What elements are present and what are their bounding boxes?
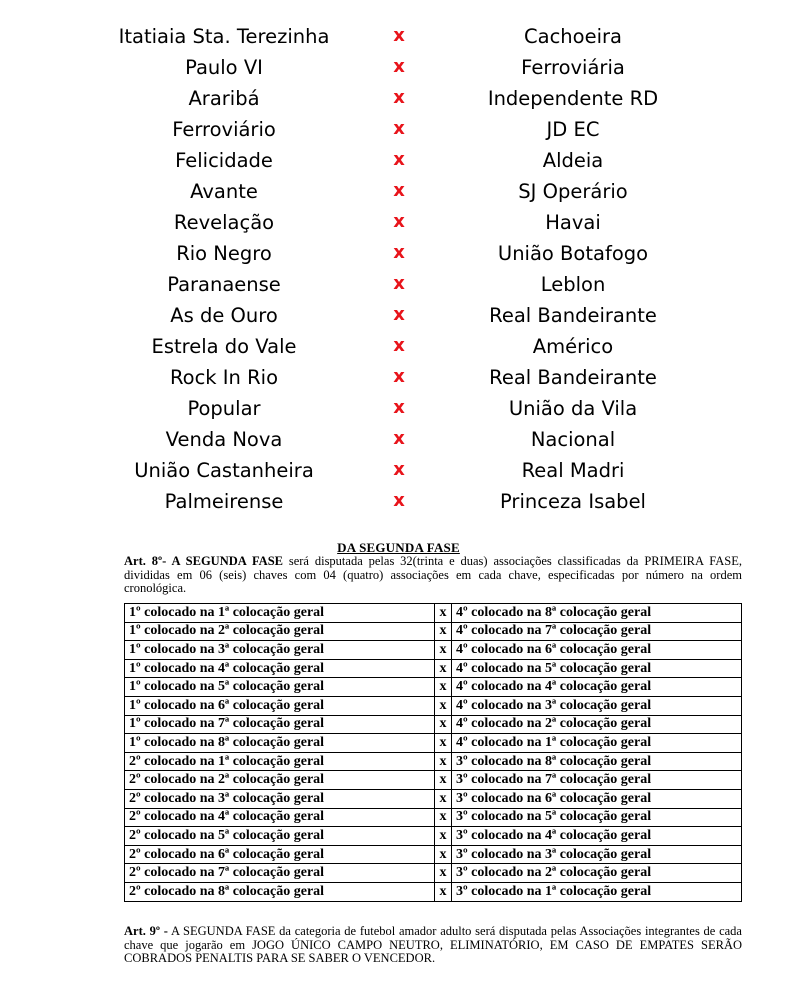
table-row [125,734,742,753]
home-team: Rio Negro [176,242,272,265]
pairing-separator: x [435,752,452,771]
home-team: Avante [190,180,258,203]
away-team: SJ Operário [518,180,628,203]
away-team: Aldeia [542,149,604,172]
section-title: DA SEGUNDA FASE [337,540,460,555]
versus-mark: x [393,87,405,108]
table-row [125,864,742,883]
pairing-right: 4º colocado na 8ª colocação geral [452,604,742,623]
away-team: Real Bandeirante [489,304,657,327]
away-team: Havai [545,211,601,234]
pairing-separator: x [435,827,452,846]
pairing-right: 3º colocado na 1ª colocação geral [452,882,742,901]
pairing-separator: x [435,659,452,678]
versus-mark: x [393,366,405,387]
versus-mark: x [393,180,405,201]
away-team: Real Madri [521,459,625,482]
pairing-right: 4º colocado na 5ª colocação geral [452,659,742,678]
pairing-right: 3º colocado na 2ª colocação geral [452,864,742,883]
article-9-paragraph [124,925,742,966]
home-team: Estrela do Vale [151,335,297,358]
home-team: Venda Nova [165,428,283,451]
pairing-separator: x [435,641,452,660]
pairing-separator: x [435,882,452,901]
table-row [125,882,742,901]
pairing-right: 3º colocado na 6ª colocação geral [452,789,742,808]
table-row [125,827,742,846]
match-row [0,177,797,208]
pairing-separator: x [435,696,452,715]
article-9-label: Art. 9º - [124,924,168,938]
versus-mark: x [393,273,405,294]
match-row [0,301,797,332]
pairing-right: 4º colocado na 2ª colocação geral [452,715,742,734]
match-row [0,332,797,363]
home-team: Araribá [188,87,260,110]
article-8-label: Art. 8º- A SEGUNDA FASE [124,554,283,568]
pairing-right: 4º colocado na 3ª colocação geral [452,696,742,715]
table-row [125,696,742,715]
pairing-left: 1º colocado na 2ª colocação geral [125,622,435,641]
match-row [0,115,797,146]
home-team: As de Ouro [170,304,278,327]
versus-mark: x [393,304,405,325]
home-team: Revelação [173,211,275,234]
pairing-left: 2º colocado na 2ª colocação geral [125,771,435,790]
match-row [0,487,797,518]
pairing-left: 1º colocado na 7ª colocação geral [125,715,435,734]
pairing-right: 3º colocado na 7ª colocação geral [452,771,742,790]
away-team: Ferroviária [521,56,625,79]
versus-mark: x [393,211,405,232]
pairing-separator: x [435,715,452,734]
pairing-right: 4º colocado na 7ª colocação geral [452,622,742,641]
pairing-right: 3º colocado na 3ª colocação geral [452,845,742,864]
versus-mark: x [393,149,405,170]
match-row [0,363,797,394]
home-team: Palmeirense [164,490,284,513]
home-team: Popular [187,397,261,420]
pairing-separator: x [435,789,452,808]
versus-mark: x [393,242,405,263]
table-row [125,715,742,734]
pairing-left: 1º colocado na 1ª colocação geral [125,604,435,623]
pairing-right: 3º colocado na 8ª colocação geral [452,752,742,771]
table-row [125,789,742,808]
article-8-paragraph [124,555,742,596]
table-row [125,845,742,864]
away-team: Independente RD [487,87,659,110]
table-row [125,641,742,660]
pairing-left: 1º colocado na 5ª colocação geral [125,678,435,697]
away-team: Nacional [530,428,616,451]
away-team: Cachoeira [524,25,622,48]
pairing-separator: x [435,808,452,827]
versus-mark: x [393,335,405,356]
match-row [0,84,797,115]
pairing-left: 2º colocado na 7ª colocação geral [125,864,435,883]
pairing-right: 4º colocado na 4ª colocação geral [452,678,742,697]
match-row [0,208,797,239]
versus-mark: x [393,397,405,418]
pairing-separator: x [435,622,452,641]
away-team: Real Bandeirante [489,366,657,389]
match-row [0,456,797,487]
pairing-left: 1º colocado na 6ª colocação geral [125,696,435,715]
match-row [0,239,797,270]
table-row [125,808,742,827]
table-row [125,659,742,678]
pairing-separator: x [435,845,452,864]
home-team: Felicidade [175,149,273,172]
article-8-text: será disputada pelas 32(trinta e duas) associações classificadas da PRIMEIRA FASE, divididas em 06 (seis) chaves com 04 (quatro) associações em cada chave, especificadas por número na ordem cronológica. [124,554,742,595]
match-list [0,22,797,518]
pairing-separator: x [435,604,452,623]
home-team: Rock In Rio [169,366,279,389]
pairing-left: 2º colocado na 3ª colocação geral [125,789,435,808]
home-team: Ferroviário [172,118,276,141]
away-team: União Botafogo [497,242,649,265]
table-row [125,622,742,641]
away-team: União da Vila [508,397,638,420]
pairing-right: 3º colocado na 4ª colocação geral [452,827,742,846]
article-9-text: A SEGUNDA FASE da categoria de futebol amador adulto será disputada pelas Associações integrantes de cada chave que jogarão em JOGO ÚNICO CAMPO NEUTRO, ELIMINATÓRIO, EM CASO DE EMPATES SERÃO COBRADOS PENALTIS PARA SE SABER O VENCEDOR. [124,924,742,965]
table-row [125,771,742,790]
away-team: Leblon [540,273,606,296]
match-row [0,53,797,84]
away-team: Américo [532,335,614,358]
versus-mark: x [393,25,405,46]
match-row [0,270,797,301]
pairing-left: 2º colocado na 4ª colocação geral [125,808,435,827]
versus-mark: x [393,118,405,139]
pairing-right: 3º colocado na 5ª colocação geral [452,808,742,827]
home-team: Paulo VI [185,56,263,79]
pairing-left: 2º colocado na 1ª colocação geral [125,752,435,771]
home-team: União Castanheira [134,459,314,482]
versus-mark: x [393,490,405,511]
home-team: Itatiaia Sta. Terezinha [118,25,330,48]
versus-mark: x [393,459,405,480]
pairing-left: 1º colocado na 3ª colocação geral [125,641,435,660]
match-row [0,146,797,177]
pairing-right: 4º colocado na 6ª colocação geral [452,641,742,660]
pairing-separator: x [435,864,452,883]
pairing-separator: x [435,678,452,697]
pairing-right: 4º colocado na 1ª colocação geral [452,734,742,753]
match-row [0,22,797,53]
match-row [0,425,797,456]
table-row [125,678,742,697]
pairing-left: 1º colocado na 4ª colocação geral [125,659,435,678]
pairing-separator: x [435,771,452,790]
pairing-separator: x [435,734,452,753]
versus-mark: x [393,56,405,77]
pairing-left: 1º colocado na 8ª colocação geral [125,734,435,753]
table-row [125,752,742,771]
pairing-table [124,603,742,902]
away-team: Princeza Isabel [500,490,646,513]
pairing-left: 2º colocado na 6ª colocação geral [125,845,435,864]
versus-mark: x [393,428,405,449]
match-row [0,394,797,425]
pairing-left: 2º colocado na 8ª colocação geral [125,882,435,901]
table-row [125,604,742,623]
away-team: JD EC [546,118,600,141]
pairing-left: 2º colocado na 5ª colocação geral [125,827,435,846]
home-team: Paranaense [167,273,281,296]
